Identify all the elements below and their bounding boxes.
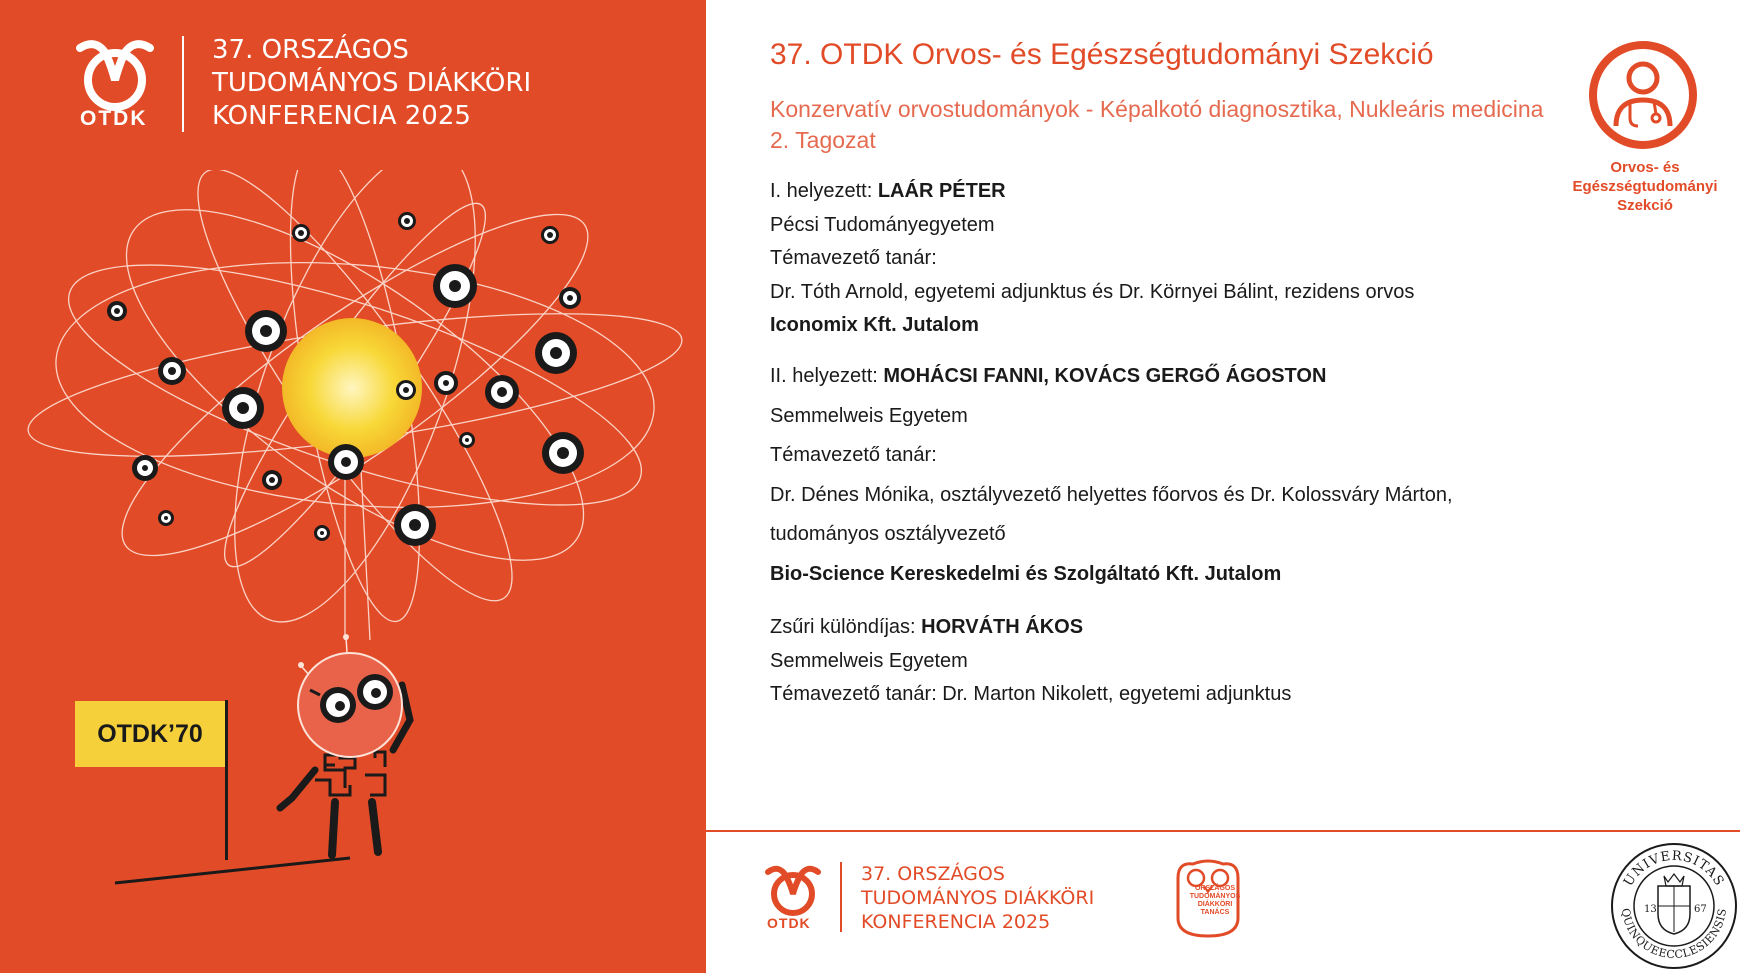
first-place-supervisors: Dr. Tóth Arnold, egyetemi adjunktus és Dr. Környei Bálint, rezidens orvos bbox=[770, 281, 1415, 303]
second-place-heading bbox=[770, 365, 1326, 388]
section-logo-line: Szekció bbox=[1617, 197, 1673, 214]
section-logo-line: Egészségtudományi bbox=[1572, 178, 1718, 195]
owl-logo-text bbox=[1185, 885, 1245, 917]
section-subtitle: Konzervatív orvostudományok - Képalkotó diagnosztika, Nukleáris medicina 2. Tagozat bbox=[770, 96, 1544, 153]
second-place-supervisors: Dr. Dénes Mónika, osztályvezető helyettes főorvos és Dr. Kolossváry Márton, bbox=[770, 484, 1453, 506]
conference-title-line: KONFERENCIA 2025 bbox=[212, 101, 471, 131]
conference-title bbox=[212, 34, 531, 133]
footer-divider bbox=[706, 830, 1740, 832]
first-place-prefix: I. helyezett: bbox=[770, 180, 878, 202]
second-place-prefix: II. helyezett: bbox=[770, 365, 884, 387]
owl-logo-line: TUDOMÁNYOS bbox=[1189, 893, 1241, 900]
footer-title-divider bbox=[840, 862, 842, 932]
doctor-icon bbox=[1588, 40, 1698, 150]
special-prize-supervisor: Témavezető tanár: Dr. Marton Nikolett, egyetemi adjunktus bbox=[770, 683, 1292, 705]
seal-text-bottom: QUINQUEECCLESIENSIS bbox=[1618, 907, 1730, 962]
second-place-name: MOHÁCSI FANNI, KOVÁCS GERGŐ ÁGOSTON bbox=[883, 365, 1327, 387]
conference-title-line: TUDOMÁNYOS DIÁKKÖRI bbox=[212, 68, 532, 98]
footer-title-line: KONFERENCIA 2025 bbox=[861, 911, 1051, 933]
second-place-prize: Bio-Science Kereskedelmi és Szolgáltató Kft. Jutalom bbox=[770, 563, 1282, 585]
first-place-prize: Iconomix Kft. Jutalom bbox=[770, 314, 979, 336]
seal-year-right: 67 bbox=[1694, 904, 1707, 915]
first-place-heading bbox=[770, 180, 1006, 203]
otdk-70-flag: OTDK’70 bbox=[75, 701, 225, 767]
owl-logo-line: TANÁCS bbox=[1200, 909, 1230, 916]
special-prize-heading bbox=[770, 616, 1083, 639]
first-place-supervisor-label: Témavezető tanár: bbox=[770, 247, 937, 269]
second-place-supervisors-cont: tudományos osztályvezető bbox=[770, 523, 1006, 545]
owl-logo-line: ORSZÁGOS bbox=[1194, 885, 1236, 892]
footer-conference-title bbox=[861, 862, 1094, 934]
second-place-supervisor-label: Témavezető tanár: bbox=[770, 444, 937, 466]
header-divider bbox=[182, 36, 184, 132]
special-prize-name: HORVÁTH ÁKOS bbox=[921, 616, 1084, 638]
conference-title-line: 37. ORSZÁGOS bbox=[212, 35, 409, 65]
section-title: 37. OTDK Orvos- és Egészségtudományi Szekció bbox=[770, 38, 1434, 71]
second-place-university: Semmelweis Egyetem bbox=[770, 405, 968, 427]
owl-logo-line: DIÁKKÖRI bbox=[1197, 901, 1233, 908]
footer-otdk-logo-text: OTDK bbox=[767, 915, 811, 931]
first-place-university: Pécsi Tudományegyetem bbox=[770, 214, 995, 236]
footer-title-line: 37. ORSZÁGOS bbox=[861, 863, 1005, 885]
section-logo-line: Orvos- és bbox=[1610, 159, 1680, 176]
section-logo-text bbox=[1570, 158, 1720, 215]
first-place-name: LAÁR PÉTER bbox=[877, 180, 1006, 202]
seal-text-top: UNIVERSITAS bbox=[1621, 848, 1727, 890]
otdk-logo-text: OTDK bbox=[80, 107, 148, 130]
university-seal-icon bbox=[1608, 840, 1740, 970]
seal-year-left: 13 bbox=[1644, 904, 1657, 915]
special-prize-prefix: Zsűri különdíjas: bbox=[770, 616, 922, 638]
special-prize-university: Semmelweis Egyetem bbox=[770, 650, 968, 672]
left-banner bbox=[0, 0, 706, 973]
mascot-illustration bbox=[110, 630, 470, 890]
footer-title-line: TUDOMÁNYOS DIÁKKÖRI bbox=[861, 887, 1095, 909]
footer-otdk-logo-icon bbox=[765, 862, 821, 922]
